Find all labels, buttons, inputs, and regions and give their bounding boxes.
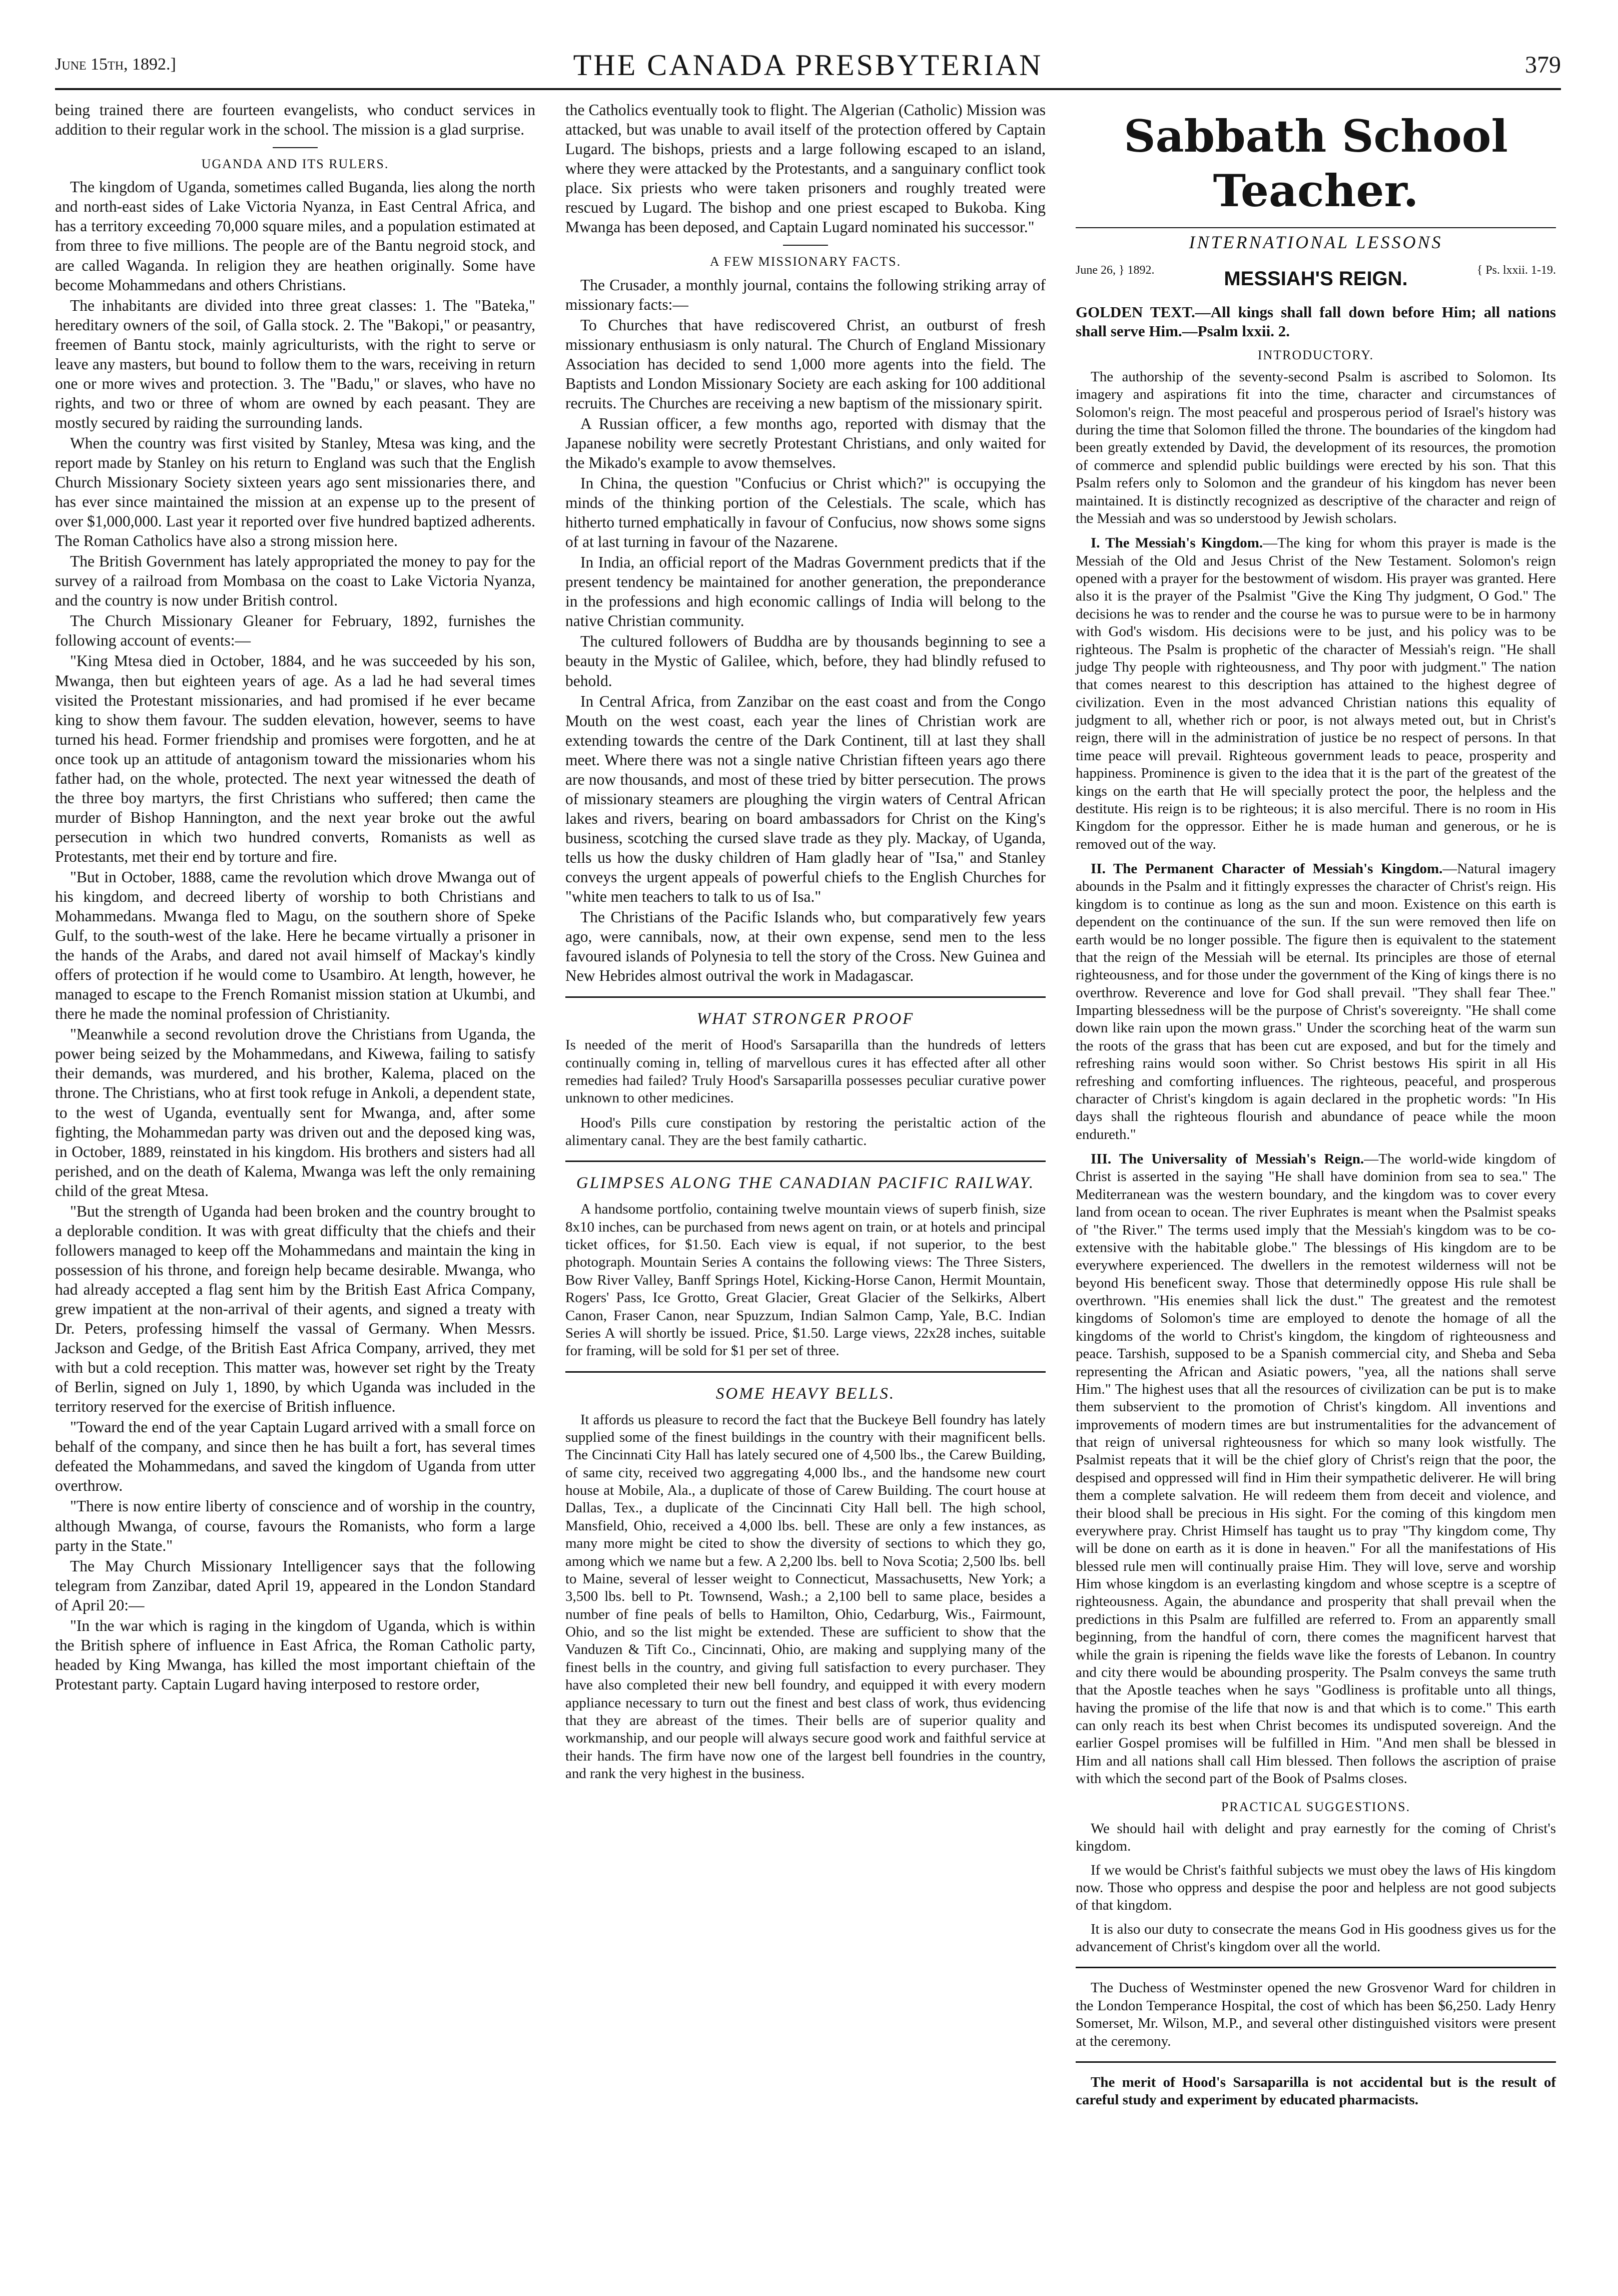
issue-date: June 15th, 1892.]	[55, 55, 176, 74]
lesson-header	[1076, 263, 1556, 298]
paragraph: "King Mtesa died in October, 1884, and he was succeeded by his son, Mwanga, then but eighteen years of age. As a lad he had several times visited the Protestant missionaries, and had promised if he ever became king to show them favour. The sudden elevation, however, seems to have turned his head. Former friendship and promises were forgotten, and he at once took up an attitude of antagonism toward the missionaries whom his father had, on the whole, protected. The next year witnessed the death of the three boy martyrs, the first Christians who suffered; then came the murder of Bishop Hannington, and the next year broke out the awful persecution in which two hundred converts, Romanists as well as Protestants, met their end by torture and fire.	[55, 652, 535, 865]
paragraph: The Church Missionary Gleaner for February, 1892, furnishes the following account of events:—	[55, 612, 535, 650]
column-rule	[1076, 2061, 1556, 2063]
subheading: III. The Universality of Messiah's Reign.	[1091, 1151, 1364, 1168]
paragraph: In China, the question "Confucius or Christ which?" is occupying the minds of the thinking portion of the Celestials. The scale, which has hitherto turned emphatically in favour of Confucius, now shows some signs of at last turning in favour of the Nazarene.	[565, 474, 1046, 551]
paragraph-section-2	[1076, 860, 1556, 1143]
subheading: I. The Messiah's Kingdom.	[1091, 535, 1263, 551]
paragraph: the Catholics eventually took to flight. The Algerian (Catholic) Mission was attacked, but was unable to avail itself of the protection offered by Captain Lugard. The bishops, priests and a large following escaped to an island, where they were attacked by the Protestants, and a sanguinary conflict took place. Six priests who were taken prisoners and roughly treated were rescued by Lugard. The bishop and one priest escaped to Bukoba. King Mwanga has been deposed, and Captain Lugard nominated his successor."	[565, 101, 1046, 236]
column-right	[1076, 100, 1556, 2110]
paragraph: It affords us pleasure to record the fact that the Buckeye Bell foundry has lately supplied some of the finest buildings in the country with their magnificent bells. The Cincinnati City Hall has lately secured one of 4,500 lbs., the Carew Building, of same city, received two aggregating 4,000 lbs., and the handsome new court house at Mobile, Ala., a duplicate of those of Carew Building. The court house at Dallas, Tex., a duplicate of the Cincinnati City Hall bell. The high school, Mansfield, Ohio, received a 4,000 lbs. bell. These are only a few instances, as many more might be cited to show the diversity of sections to which they go, among which we name but a few. A 2,200 lbs. bell to Nova Scotia; 2,500 lbs. bell to Maine, several of lesser weight to Connecticut, Massachusetts, New York; a 3,500 lbs. bell to Pt. Townsend, Wash.; a 2,100 bell to same place, besides a number of fine peals of bells to Hamilton, Ohio, Cedarburg, Wis., Fairmount, Ohio, and so the list might be extended. These are sufficient to show that the Vanduzen & Tift Co., Cincinnati, Ohio, are making and supplying many of the finest bells in the country, and giving full satisfaction to every purchaser. They have also completed their new bell foundry, and equipped it with every modern appliance necessary to turn out the finest and best class of work, thus evidencing that they are abreast of the times. Their bells are of superior quality and workmanship, and our people will always secure good work and faithful service at their hands. The firm have now one of the largest bell foundries in the country, and rank the very highest in the business.	[565, 1411, 1046, 1782]
paragraph: In Central Africa, from Zanzibar on the east coast and from the Congo Mouth on the west coast, each year the lines of Christian work are extending towards the centre of the Dark Continent, till at last they shall meet. Where there was not a single native Christian fifteen years ago there are now thousands, and most of these tried by bitter persecution. The prows of missionary steamers are ploughing the virgin waters of Central African lakes and rivers, bearing on board ambassadors for Christ on the King's business, scotching the cursed slave trade as they ply. Mackay, of Uganda, tells us how the dusky children of Ham gladly hear of "Isa," and Stanley conveys the urgent appeals of powerful chiefs to the English Churches for "white men teachers to talk to us of Isa."	[565, 692, 1046, 906]
paragraph: The merit of Hood's Sarsaparilla is not accidental but is the result of careful study and experiment by educated pharmacists.	[1076, 2074, 1556, 2108]
paragraph: "But the strength of Uganda had been broken and the country brought to a deplorable condition. It was with great difficulty that the chiefs and their followers managed to keep off the Mohammedans and maintain the king in possession of his throne, and foreign help became desirable. Mwanga, who had already accepted a flag sent him by the British East Africa Company, grew impatient at the non-arrival of their agents, and signed a treaty with Dr. Peters, professing himself the vassal of Germany. When Messrs. Jackson and Gedge, of the British East Africa Company, arrived, they met with but a cold reception. This matter was, however set right by the Treaty of Berlin, signed on July 1, 1890, by which Uganda was included in the territory reserved for the exercise of British influence.	[55, 1202, 535, 1416]
lesson-date: June 26, } 1892.	[1076, 263, 1155, 277]
paragraph: "Meanwhile a second revolution drove the Christians from Uganda, the power being seized by the Mohammedans, and Kiwewa, failing to satisfy their demands, was murdered, and his brother, Kalema, placed on the throne. The Christians, who at first took refuge in Ankoli, a dependent state, to the west of Uganda, eventually sent for Mwanga, and, after some fighting, the Mohammedan party was driven out and the deposed king was, in October, 1889, reinstated in his kingdom. His brothers and sisters had all perished, and on the death of Kalema, Mwanga was left the only remaining child of the great Mtesa.	[55, 1025, 535, 1200]
paragraph: "But in October, 1888, came the revolution which drove Mwanga out of his kingdom, and decreed liberty of worship to both Christians and Mohammedans. Mwanga fled to Magu, on the southern shore of Speke Gulf, to the south-west of the lake. Here he became virtually a prisoner in the hands of the Arabs, and dared not avail himself of Mackay's kindly offers of protection if he would come to Usambiro. At length, however, he managed to escape to the French Romanist mission station at Ukumbi, and there he made the nominal profession of Christianity.	[55, 868, 535, 1023]
paragraph: The Christians of the Pacific Islands who, but comparatively few years ago, were cannibals, now, at their own expense, send men to the less favoured islands of Polynesia to tell the story of the Cross. New Guinea and New Hebrides almost outrival the work in Madagascar.	[565, 908, 1046, 985]
paragraph: To Churches that have rediscovered Christ, an outburst of fresh missionary enthusiasm is only natural. The Church of England Missionary Association has decided to send 1,000 more agents into the field. The Baptists and London Missionary Society are each asking for 100 additional recruits. The Churches are receiving a new baptism of the missionary spirit.	[565, 316, 1046, 412]
paragraph: Is needed of the merit of Hood's Sarsaparilla than the hundreds of letters continually coming in, telling of marvellous cures it has effected after all other remedies had failed? Truly Hood's Sarsaparilla possesses peculiar curative power unknown to other medicines.	[565, 1037, 1046, 1106]
paragraph: "In the war which is raging in the kingdom of Uganda, which is within the British sphere of influence in East Africa, the Roman Catholic party, headed by King Mwanga, has killed the most important chieftain of the Protestant party. Captain Lugard having interposed to restore order,	[55, 1616, 535, 1693]
paragraph-body: —Natural imagery abounds in the Psalm and it fittingly expresses the character of Christ's reign. His kingdom is to continue as long as the sun and moon. Existence on this earth is dependent on the continuance of the sun. If the sun were removed then life on earth would be no longer possible. The figure then is equivalent to the statement that the reign of the Messiah will be eternal. Its principles are those of eternal righteousness, and for those under the government of the King of kings there is no overthrow. Reverence and love for God shall prevail. "They shall fear Thee." Imparting blessedness will be the purpose of Christ's sovereignty. "He shall come down like rain upon the mown grass." Under the scorching heat of the warm sun the roots of the grass that has been cut are exposed, and but for the timely and refreshing rains would soon wither. So Christ bestows His spirit in all His refreshing and comforting influences. The righteous, peaceful, and prosperous character of Christ's kingdom is again declared in the prophetic words: "In His days shall the righteous flourish and abundance of peace while the moon endureth."	[1076, 861, 1556, 1142]
golden-text: GOLDEN TEXT.—All kings shall fall down before Him; all nations shall serve Him.—Psalm lxxii. 2.	[1076, 303, 1556, 340]
paragraph: It is also our duty to consecrate the means God in His goodness gives us for the advancement of Christ's kingdom over all the world.	[1076, 1921, 1556, 1955]
subheading: II. The Permanent Character of Messiah's Kingdom.	[1091, 861, 1443, 877]
paragraph: Hood's Pills cure constipation by restoring the peristaltic action of the alimentary canal. They are the best family cathartic.	[565, 1114, 1046, 1149]
paragraph: "Toward the end of the year Captain Lugard arrived with a small force on behalf of the company, and since then he has built a fort, has several times defeated the Mohammedans, and saved the kingdom of Uganda from utter overthrow.	[55, 1418, 535, 1495]
section-heading-introductory: INTRODUCTORY.	[1257, 347, 1374, 362]
paragraph-body: —The king for whom this prayer is made is the Messiah of the Old and Jesus Christ of the New Testament. Solomon's reign opened with a prayer for the bestowment of wisdom. His prayer was granted. Here also it is the prayer of the Psalmist "Give the King Thy judgment, O God." The decisions he was to render and the course he was to pursue were to be in harmony with God's wisdom. His decisions were to be just, and his policy was to be righteous. The Psalm is prophetic of the character of Messiah's reign. "He shall judge Thy people with righteousness, and Thy poor with judgment." The nation that comes nearest to this description has attained to the highest degree of civilization. Even in the most advanced Christian nations this equality of judgment to all, whether rich or poor, is not always meted out, but in Christ's reign, there will in the administration of justice be no respect of persons. In that time peace will prevail. Righteous government leads to peace, prosperity and happiness. Prominence is given to the idea that it is the part of the greatest of the kings on the earth that He will specially protect the poor, the helpless and the destitute. His reign is to be righteous; it is also merciful. There is no room in His Kingdom for the oppressor. Either he is made human and generous, or he is removed out of the way.	[1076, 535, 1556, 852]
column-middle	[565, 100, 1046, 1784]
paragraph: The kingdom of Uganda, sometimes called Buganda, lies along the north and north-east sides of Lake Victoria Nyanza, in East Central Africa, and has a territory exceeding 70,000 square miles, and a population estimated at from three to five millions. The people are of the Bantu negroid stock, and are called Waganda. In religion they are heathen originally. Some have become Mohammedans and others Christians.	[55, 178, 535, 294]
column-left	[55, 100, 535, 1695]
paragraph: The Crusader, a monthly journal, contains the following striking array of missionary facts:—	[565, 276, 1046, 313]
ad-heading-heavy-bells: SOME HEAVY BELLS.	[715, 1384, 896, 1403]
title-rule	[1076, 227, 1556, 228]
section-heading-uganda: UGANDA AND ITS RULERS.	[201, 157, 389, 172]
page-number: 379	[1525, 52, 1561, 78]
paragraph: The British Government has lately appropriated the money to pay for the survey of a railroad from Mombasa on the coast to Lake Victoria Nyanza, and the country is now under British control.	[55, 552, 535, 610]
paragraph: In India, an official report of the Madras Government predicts that if the present tendency be maintained for another generation, the preponderance in the professions and high economic callings of India will belong to the native Christian community.	[565, 553, 1046, 630]
paragraph: If we would be Christ's faithful subjects we must obey the laws of His kingdom now. Those who oppress and despise the poor and helpless are not good subjects of that kingdom.	[1076, 1862, 1556, 1914]
paragraph: The inhabitants are divided into three great classes: 1. The "Bateka," hereditary owners of the soil, of Galla stock. 2. The "Bakopi," or peasantry, freemen of Bantu stock, mainly agriculturists, with the right to serve or leave any masters, but bound to follow them to the wars, receiving in return one or more wives and protection. 3. The "Badu," or slaves, who have no rights, and two or three of whom are owned by each peasant. They are mostly secured by raiding the surrounding lands.	[55, 296, 535, 431]
column-rule	[565, 1371, 1046, 1373]
ad-heading-stronger-proof: WHAT STRONGER PROOF	[696, 1010, 915, 1028]
lesson-reference: { Ps. lxxii. 1-19.	[1476, 263, 1556, 277]
paragraph-body: —The world-wide kingdom of Christ is asserted in the saying "He shall have dominion from sea to sea." The Mediterranean was the western boundary, and the kingdom was to cover every land from ocean to ocean. The river Euphrates is meant when the Psalmist speaks of "the River." The terms used imply that the Messiah's kingdom was to be co-extensive with the habitable globe." The blessings of His kingdom are to be everywhere experienced. The dwellers in the remotest wilderness will not be beyond His beneficent sway. Those that determinedly oppose His rule shall be overthrown. "His enemies shall lick the dust." The greatest and the remotest kingdoms of Solomon's time are employed to denote the homage of all the kingdoms of the world to Christ's kingdom, the kingdom of righteousness and peace. Tarshish, supposed to be a Spanish commercial city, and Sheba and Seba representing the African and Asiatic powers, "yea, all the nations shall serve Him." The highest uses that all the resources of civilization can be put is to make them subservient to the promotion of Christ's kingdom. All inventions and improvements of modern times are but instrumentalities for the advancement of that reign of universal righteousness for which so many look wistfully. The Psalmist repeats that it will be the chief glory of Christ's reign that the poor, the despised and oppressed will find in Him their sympathetic deliverer. He will bring them a complete salvation. He will redeem them from deceit and violence, and their blood shall be precious in His sight. For the coming of this kingdom men everywhere pray. Christ Himself has taught us to pray "Thy kingdom come, Thy will be done on earth as it is done in heaven." For all the manifestations of His blessed rule men will continually praise Him. They will love, serve and worship Him whose kingdom is an everlasting kingdom and whose sceptre is a sceptre of righteousness. Again, the abundance and prosperity that shall prevail when the predictions in this Psalm are fulfilled are referred to. From an apparently small beginning, from the handful of corn, there comes the magnificent harvest that while the grain is ripening the fields wave like the forests of Lebanon. In country and city there would be abounding prosperity. The Psalm conveys the same truth that the Apostle teaches when he says "Godliness is profitable unto all things, having the promise of the life that now is and that which is to come." This earth can only reach its best when Christ becomes its undisputed sovereign. And the earlier Gospel promises will be fulfilled in Him. "And men shall be blessed in Him and all nations shall call Him blessed. Then follows the ascription of praise with which the second part of the Book of Psalms closes.	[1076, 1151, 1556, 1787]
column-rule	[565, 996, 1046, 998]
section-title-sabbath-school: Sabbath School Teacher.	[1124, 110, 1508, 217]
lesson-title: MESSIAH'S REIGN.	[1224, 267, 1408, 290]
paragraph-section-3	[1076, 1151, 1556, 1788]
column-rule	[565, 1161, 1046, 1162]
header-rule	[55, 88, 1561, 90]
section-subtitle: INTERNATIONAL LESSONS	[1189, 232, 1443, 253]
paragraph: "There is now entire liberty of conscience and of worship in the country, although Mwanga, of course, favours the Romanists, who form a large party in the State."	[55, 1497, 535, 1554]
newspaper-title: THE CANADA PRESBYTERIAN	[573, 49, 1043, 82]
paragraph: A Russian officer, a few months ago, reported with dismay that the Japanese nobility were secretly Protestant Christians, and only waited for the Mikado's example to avow themselves.	[565, 414, 1046, 471]
column-rule	[1076, 1967, 1556, 1968]
paragraph: We should hail with delight and pray earnestly for the coming of Christ's kingdom.	[1076, 1820, 1556, 1855]
paragraph: The cultured followers of Buddha are by thousands beginning to see a beauty in the Mystic of Galilee, which, before, they had blindly refused to behold.	[565, 633, 1046, 690]
page-header	[55, 48, 1561, 83]
paragraph: The Duchess of Westminster opened the new Grosvenor Ward for children in the London Temperance Hospital, the cost of which has been $6,250. Lady Henry Somerset, Mr. Wilson, M.P., and several other distinguished visitors were present at the ceremony.	[1076, 1980, 1556, 2049]
section-heading-missionary-facts: A FEW MISSIONARY FACTS.	[709, 254, 902, 269]
paragraph-section-1	[1076, 534, 1556, 853]
paragraph: When the country was first visited by Stanley, Mtesa was king, and the report made by Stanley on his return to England was such that the English Church Missionary Society sixteen years ago sent missionaries there, and has ever since maintained the mission at an expense up to the present of over $1,000,000. Last year it reported over five hundred baptized adherents. The Roman Catholics have also a strong mission here.	[55, 434, 535, 550]
paragraph: The authorship of the seventy-second Psalm is ascribed to Solomon. Its imagery and aspirations fit into the time, character and circumstances of Solomon's reign. The most peaceful and prosperous period of Israel's history was during the time that Solomon filled the throne. The boundaries of the kingdom had been greatly extended by David, the development of its resources, the promotion of commerce and splendid public buildings were erected by his son. That this Psalm refers only to Solomon and the grandeur of his kingdom has never been maintained. It is distinctly recognized as descriptive of the character and reign of the Messiah and was so understood by Jewish scholars.	[1076, 368, 1556, 526]
paragraph: A handsome portfolio, containing twelve mountain views of superb finish, size 8x10 inches, can be purchased from news agent on train, or at hotels and principal ticket offices, for $1.50. Each view is equal, if not superior, to the best photograph. Mountain Series A contains the following views: The Three Sisters, Bow River Valley, Banff Springs Hotel, Kicking-Horse Canon, Hermit Mountain, Rogers' Pass, Ice Grotto, Great Glacier, Great Glacier of the Selkirks, Albert Canon, Fraser Canon, near Spuzzum, Indian Salmon Camp, Yale, B.C. Indian Series A will shortly be issued. Price, $1.50. Large views, 22x28 inches, suitable for framing, will be sold for $1 per set of three.	[565, 1201, 1046, 1359]
paragraph: The May Church Missionary Intelligencer says that the following telegram from Zanzibar, dated April 19, appeared in the London Standard of April 20:—	[55, 1557, 535, 1614]
ad-heading-canadian-pacific: GLIMPSES ALONG THE CANADIAN PACIFIC RAILWAY.	[576, 1174, 1035, 1193]
section-divider	[273, 147, 318, 148]
section-divider	[783, 245, 828, 246]
section-heading-practical: PRACTICAL SUGGESTIONS.	[1221, 1799, 1411, 1814]
paragraph: being trained there are fourteen evangelists, who conduct services in addition to their regular work in the school. The mission is a glad surprise.	[55, 101, 535, 139]
